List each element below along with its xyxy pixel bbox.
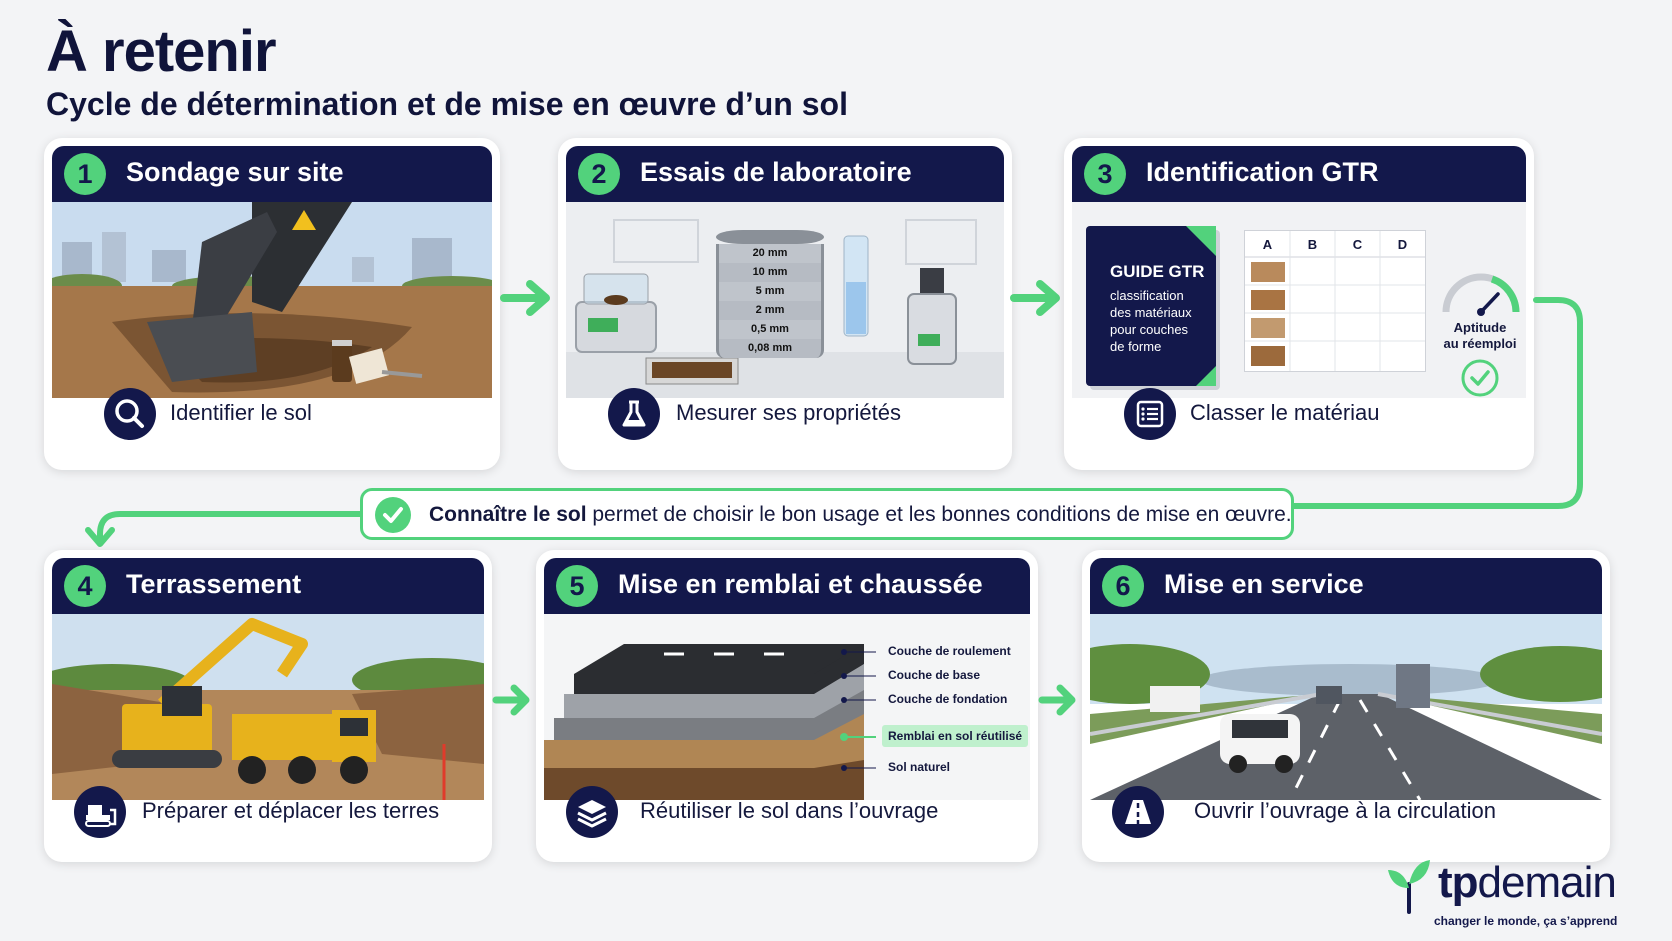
step-card-6 [1082, 550, 1610, 862]
step-title-5: Mise en remblai et chaussée [618, 569, 983, 599]
step-action-2: Mesurer ses propriétés [676, 400, 901, 425]
step-title-2: Essais de laboratoire [640, 157, 912, 187]
key-message-rest: permet de choisir le bon usage et les bonnes conditions de mise en œuvre. [586, 503, 1292, 526]
step-action-3: Classer le matériau [1190, 400, 1380, 425]
step-action-4: Préparer et déplacer les terres [142, 798, 440, 823]
arrow-right-icon [492, 678, 536, 722]
step-title-4: Terrassement [126, 569, 302, 599]
logo-part-1: tp [1438, 858, 1478, 907]
step-title-6: Mise en service [1164, 569, 1364, 599]
step-action-5: Réutiliser le sol dans l’ouvrage [640, 798, 939, 823]
sieve-label-0: 20 mm [716, 244, 824, 263]
step-header-3 [1072, 146, 1526, 202]
page-subtitle: Cycle de détermination et de mise en œuvre d’un sol [46, 86, 848, 122]
sieve-label-4: 0,5 mm [716, 320, 824, 339]
step-header-2 [566, 146, 1004, 202]
logo-tagline: changer le monde, ça s’apprend [1434, 914, 1618, 928]
arrow-right-icon [1038, 678, 1082, 722]
step-header-4 [52, 558, 484, 614]
step-card-5 [536, 550, 1038, 862]
step-header-1 [52, 146, 492, 202]
step-number-2: 2 [578, 153, 620, 195]
gtr-book-title: GUIDE GTR [1110, 262, 1205, 281]
gtr-table-header-d: D [1397, 237, 1408, 252]
step-number-4: 4 [64, 565, 106, 607]
sprout-logo-icon [1386, 858, 1432, 914]
bulldozer-icon [74, 786, 126, 838]
step-action-6: Ouvrir l’ouvrage à la circulation [1194, 798, 1497, 823]
layer-label-0: Couche de roulement [888, 644, 1011, 658]
gtr-book-line-0: classification [1110, 288, 1184, 303]
step-number-3: 3 [1084, 153, 1126, 195]
gtr-book-line-3: de forme [1110, 339, 1162, 354]
key-message-text [429, 503, 1292, 527]
step-number-6: 6 [1102, 565, 1144, 607]
gtr-book-line-1: des matériaux [1110, 305, 1192, 320]
sieve-label-5: 0,08 mm [716, 339, 824, 358]
step-number-1: 1 [64, 153, 106, 195]
step-card-4 [44, 550, 492, 862]
check-icon [375, 497, 411, 533]
gauge-label-2: au réemploi [1443, 336, 1517, 351]
step-number-5: 5 [556, 565, 598, 607]
layer-label-1: Couche de base [888, 668, 981, 682]
road-icon [1112, 786, 1164, 838]
page-title: À retenir [46, 19, 276, 84]
step-action-1: Identifier le sol [170, 400, 312, 425]
gtr-table-header-c: C [1352, 237, 1363, 252]
layers-icon [566, 786, 618, 838]
step-header-5 [544, 558, 1030, 614]
sieve-label-3: 2 mm [716, 301, 824, 320]
gauge-label-1: Aptitude [1453, 320, 1507, 335]
layer-label-2: Couche de fondation [888, 692, 1008, 706]
logo-part-2: demain [1477, 858, 1616, 907]
layer-label-3: Remblai en sol réutilisé [882, 725, 1028, 747]
earthworks-illustration [52, 614, 484, 800]
key-message-bold: Connaître le sol [429, 503, 587, 526]
step-title-3: Identification GTR [1146, 157, 1379, 187]
gtr-book-line-2: pour couches [1110, 322, 1189, 337]
sieve-label-2: 5 mm [716, 282, 824, 301]
logo-wordmark [1438, 858, 1616, 908]
gtr-table-header-b: B [1307, 237, 1318, 252]
step-title-1: Sondage sur site [126, 157, 344, 187]
step-header-6 [1090, 558, 1602, 614]
sieve-label-1: 10 mm [716, 263, 824, 282]
highway-illustration [1090, 614, 1602, 800]
key-message-banner [360, 488, 1294, 540]
gtr-table-header-a: A [1262, 237, 1273, 252]
layer-label-4: Sol naturel [888, 760, 951, 774]
pavement-layers-illustration [544, 614, 1030, 800]
